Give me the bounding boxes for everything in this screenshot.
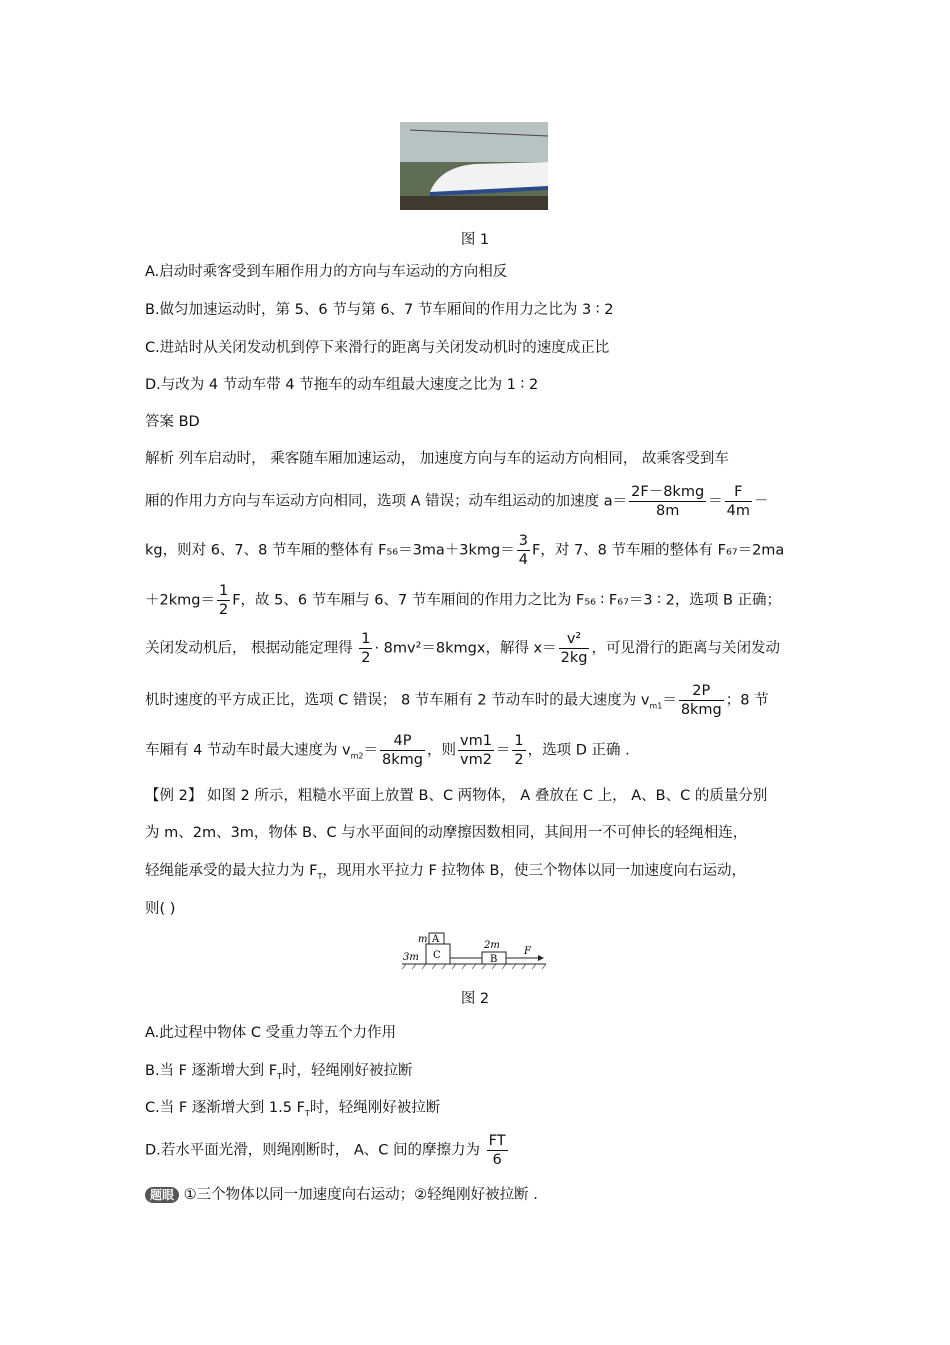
option-2d: D.若水平面光滑，则绳刚断时， A、C 间的摩擦力为 $\frac{FT}{6}$ <box>145 1133 506 1168</box>
analysis-line-2: 厢的作用力方向与车运动方向相同，选项 A 错误；动车组运动的加速度 a＝ $\frac{\text{2F－8kmg}}{8m}$ ＝ $\frac{F}{4m}$ － <box>145 484 769 519</box>
example2-line-2: 为 m、2m、3m，物体 B、C 与水平面间的动摩擦因数相同，其间用一不可伸长的轻绳相连， <box>145 825 748 841</box>
analysis-line-5: 关闭发动机后， 根据动能定理得 $\frac{1}{2}$ · 8mv²＝8kmgx，解得 x＝ $\frac{\text{v²}}{2kg}$ ，可见滑行的距离与关闭发动 <box>145 631 780 666</box>
analysis-line-1: 解析 列车启动时， 乘客随车厢加速运动， 加速度方向与车的运动方向相同， 故乘客受到车 <box>145 451 729 467</box>
label-3m: 3m <box>403 952 419 963</box>
example2-line-1: 【例 2】 如图 2 所示，粗糙水平面上放置 B、C 两物体， A 叠放在 C 上， A、B、C 的质量分别 <box>145 788 768 804</box>
figure2-caption: 图 2 <box>460 991 490 1007</box>
example2-line-3: 轻绳能承受的最大拉力为 $F_T$，现用水平拉力 F 拉物体 B，使三个物体以同一加速度向右运动， <box>145 863 746 881</box>
option-1c: C.进站时从关闭发动机到停下来滑行的距离与关闭发动机时的速度成正比 <box>145 340 610 356</box>
tiyan-badge: 题眼 <box>145 1187 179 1203</box>
analysis-line-7: 车厢有 4 节动车时最大速度为 $v_{m2}=$ $\frac{4P}{\text{8kmg}}$ ，则 $\frac{vm1}{vm2}$ ＝ $\frac{1}{2}$ ，选项 D 正确 . <box>145 733 630 768</box>
label-m: m <box>418 934 428 945</box>
option-1b: B.做匀加速运动时，第 5、6 节与第 6、7 节车厢间的作用力之比为 3 ∶ 2 <box>145 302 614 318</box>
analysis-line-3: kg，则对 6、7、8 节车厢的整体有 F₅₆＝3ma＋3kmg＝ $\frac{3}{4}$ F，对 7、8 节车厢的整体有 F₆₇＝2ma <box>145 533 785 568</box>
label-A: A <box>432 934 440 945</box>
label-F: F <box>524 946 531 957</box>
figure2-diagram <box>400 928 548 974</box>
tiyan-line: 题眼 ①三个物体以同一加速度向右运动；②轻绳刚好被拉断 . <box>145 1185 538 1205</box>
label-B: B <box>490 954 498 965</box>
label-2m: 2m <box>484 940 500 951</box>
option-2a: A.此过程中物体 C 受重力等五个力作用 <box>145 1025 397 1041</box>
answer: 答案 BD <box>145 414 200 430</box>
label-C: C <box>433 950 441 961</box>
train-photo <box>400 122 548 210</box>
option-1a: A.启动时乘客受到车厢作用力的方向与车运动的方向相反 <box>145 264 508 280</box>
example2-line-4: 则( ) <box>145 901 176 917</box>
analysis-line-4: ＋2kmg＝ $\frac{1}{2}$ F，故 5、6 节车厢与 6、7 节车厢间的作用力之比为 F₅₆ ∶ F₆₇＝3 ∶ 2，选项 B 正确； <box>145 583 782 618</box>
option-2b: B.当 F 逐渐增大到 $F_T$时，轻绳刚好被拉断 <box>145 1063 413 1081</box>
figure1-caption: 图 1 <box>460 232 490 248</box>
option-1d: D.与改为 4 节动车带 4 节拖车的动车组最大速度之比为 1 ∶ 2 <box>145 377 539 393</box>
option-2c: C.当 F 逐渐增大到 1.5 $F_T$时，轻绳刚好被拉断 <box>145 1100 441 1118</box>
analysis-line-6: 机时速度的平方成正比，选项 C 错误； 8 节车厢有 2 节动车时的最大速度为 $v_{m1}=$ $\frac{2P}{\text{8kmg}}$ ；8 节 <box>145 683 769 718</box>
